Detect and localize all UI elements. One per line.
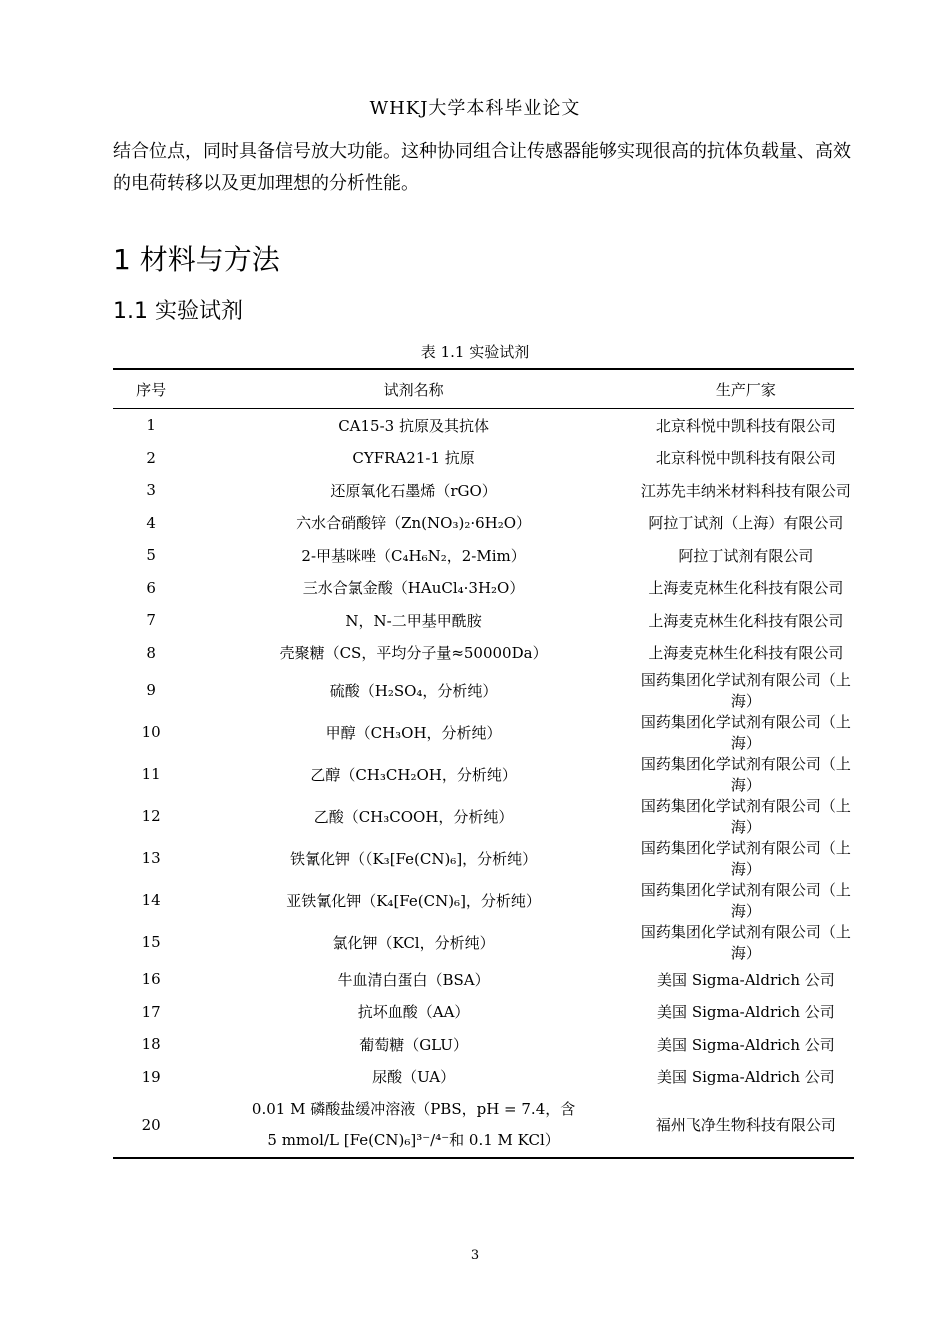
cell-manufacturer: 上海麦克林生化科技有限公司 xyxy=(648,579,844,598)
cell-reagent-name: N，N-二甲基甲酰胺 xyxy=(345,611,482,630)
cell-number: 2 xyxy=(146,448,156,467)
cell-manufacturer: 北京科悦中凯科技有限公司 xyxy=(655,416,836,435)
cell-number: 3 xyxy=(146,481,156,500)
cell-manufacturer: 江苏先丰纳米材料科技有限公司 xyxy=(640,481,851,500)
table-row xyxy=(113,711,854,753)
cell-number: 6 xyxy=(146,578,156,597)
cell-number: 12 xyxy=(141,807,161,825)
cell-reagent-name: 牛血清白蛋白（BSA） xyxy=(337,970,490,989)
cell-manufacturer: 上海麦克林生化科技有限公司 xyxy=(648,644,844,663)
cell-number: 8 xyxy=(146,643,156,662)
reagent-name-line-1: 0.01 M 磷酸盐缓冲溶液（PBS，pH = 7.4，含 xyxy=(251,1100,576,1118)
table-row xyxy=(113,507,854,540)
table-row xyxy=(113,921,854,963)
cell-reagent-name: CA15-3 抗原及其抗体 xyxy=(338,416,489,435)
cell-reagent-name: 抗坏血酸（AA） xyxy=(357,1003,470,1022)
cell-number: 11 xyxy=(141,765,161,783)
cell-manufacturer: 阿拉丁试剂（上海）有限公司 xyxy=(648,514,844,533)
cell-manufacturer: 上海麦克林生化科技有限公司 xyxy=(648,611,844,630)
cell-number: 18 xyxy=(141,1035,161,1054)
table-row xyxy=(113,1061,854,1094)
cell-manufacturer: 美国 Sigma-Aldrich 公司 xyxy=(657,1068,835,1087)
table-row xyxy=(113,1028,854,1061)
page-number: 3 xyxy=(470,1248,480,1263)
cell-reagent-name: 乙醇（CH₃CH₂OH，分析纯） xyxy=(310,765,517,784)
cell-reagent-name xyxy=(189,1093,638,1158)
cell-reagent-name: CYFRA21-1 抗原 xyxy=(352,449,475,468)
table-header-row xyxy=(113,369,854,409)
cell-number: 20 xyxy=(141,1115,161,1134)
reagent-name-line-2: 5 mmol/L [Fe(CN)₆]³⁻/⁴⁻和 0.1 M KCl） xyxy=(267,1131,560,1149)
cell-reagent-name: 2-甲基咪唑（C₄H₆N₂，2-Mim） xyxy=(301,546,526,565)
header-number: 序号 xyxy=(113,369,189,409)
cell-reagent-name: 葡萄糖（GLU） xyxy=(359,1035,468,1054)
cell-reagent-name: 亚铁氰化钾（K₄[Fe(CN)₆]，分析纯） xyxy=(286,891,541,910)
cell-manufacturer: 国药集团化学试剂有限公司（上海） xyxy=(640,713,851,752)
cell-reagent-name: 尿酸（UA） xyxy=(372,1068,456,1087)
cell-number: 13 xyxy=(141,849,161,867)
cell-manufacturer: 国药集团化学试剂有限公司（上海） xyxy=(640,671,851,710)
cell-number: 14 xyxy=(141,891,161,909)
table-row xyxy=(113,474,854,507)
cell-number: 7 xyxy=(146,611,156,630)
cell-reagent-name: 铁氰化钾（（K₃[Fe(CN)₆]，分析纯） xyxy=(289,849,538,868)
table-row xyxy=(113,637,854,670)
subsection-heading: 1.1 实验试剂 xyxy=(113,299,243,324)
cell-number: 4 xyxy=(146,513,156,532)
cell-manufacturer: 阿拉丁试剂有限公司 xyxy=(678,546,814,565)
section-heading: 1 材料与方法 xyxy=(113,243,280,276)
intro-paragraph: 结合位点，同时具备信号放大功能。这种协同组合让传感器能够实现很高的抗体负载量、高效的电荷转移以及更加理想的分析性能。 xyxy=(113,141,851,194)
cell-reagent-name: 氯化钾（KCl，分析纯） xyxy=(332,933,495,952)
cell-number: 16 xyxy=(141,970,161,989)
table-row xyxy=(113,996,854,1029)
table-row xyxy=(113,1093,854,1158)
cell-manufacturer: 国药集团化学试剂有限公司（上海） xyxy=(640,839,851,878)
cell-manufacturer: 美国 Sigma-Aldrich 公司 xyxy=(657,1035,835,1054)
cell-manufacturer: 美国 Sigma-Aldrich 公司 xyxy=(657,970,835,989)
cell-manufacturer: 美国 Sigma-Aldrich 公司 xyxy=(657,1003,835,1022)
table-row xyxy=(113,879,854,921)
cell-reagent-name: 壳聚糖（CS，平均分子量≈50000Da） xyxy=(279,644,548,663)
table-row xyxy=(113,669,854,711)
cell-manufacturer: 北京科悦中凯科技有限公司 xyxy=(655,449,836,468)
table-row xyxy=(113,572,854,605)
table-row xyxy=(113,409,854,442)
cell-manufacturer: 国药集团化学试剂有限公司（上海） xyxy=(640,923,851,962)
table-row xyxy=(113,539,854,572)
cell-reagent-name: 还原氧化石墨烯（rGO） xyxy=(330,481,497,500)
cell-number: 9 xyxy=(146,681,156,699)
cell-reagent-name: 三水合氯金酸（HAuCl₄·3H₂O） xyxy=(302,579,525,598)
table-row xyxy=(113,604,854,637)
cell-reagent-name: 乙酸（CH₃COOH，分析纯） xyxy=(313,807,514,826)
cell-number: 15 xyxy=(141,933,161,951)
cell-number: 10 xyxy=(141,723,161,741)
header-reagent-name: 试剂名称 xyxy=(189,369,638,409)
cell-manufacturer: 国药集团化学试剂有限公司（上海） xyxy=(640,755,851,794)
cell-manufacturer: 福州飞净生物科技有限公司 xyxy=(655,1115,836,1134)
table-row xyxy=(113,963,854,996)
reagents-table xyxy=(113,368,854,1159)
table-row xyxy=(113,753,854,795)
header-manufacturer: 生产厂家 xyxy=(638,369,854,409)
cell-reagent-name: 硫酸（H₂SO₄，分析纯） xyxy=(329,681,498,700)
cell-manufacturer: 国药集团化学试剂有限公司（上海） xyxy=(640,881,851,920)
running-header: WHKJ大学本科毕业论文 xyxy=(369,98,581,119)
table-row xyxy=(113,442,854,475)
table-row xyxy=(113,837,854,879)
cell-reagent-name: 甲醇（CH₃OH，分析纯） xyxy=(325,723,502,742)
cell-number: 1 xyxy=(146,416,156,435)
cell-manufacturer: 国药集团化学试剂有限公司（上海） xyxy=(640,797,851,836)
cell-reagent-name: 六水合硝酸锌（Zn(NO₃)₂·6H₂O） xyxy=(296,514,532,533)
cell-number: 5 xyxy=(146,546,156,565)
table-row xyxy=(113,795,854,837)
table-caption: 表 1.1 实验试剂 xyxy=(420,343,530,361)
cell-number: 19 xyxy=(141,1067,161,1086)
cell-number: 17 xyxy=(141,1002,161,1021)
